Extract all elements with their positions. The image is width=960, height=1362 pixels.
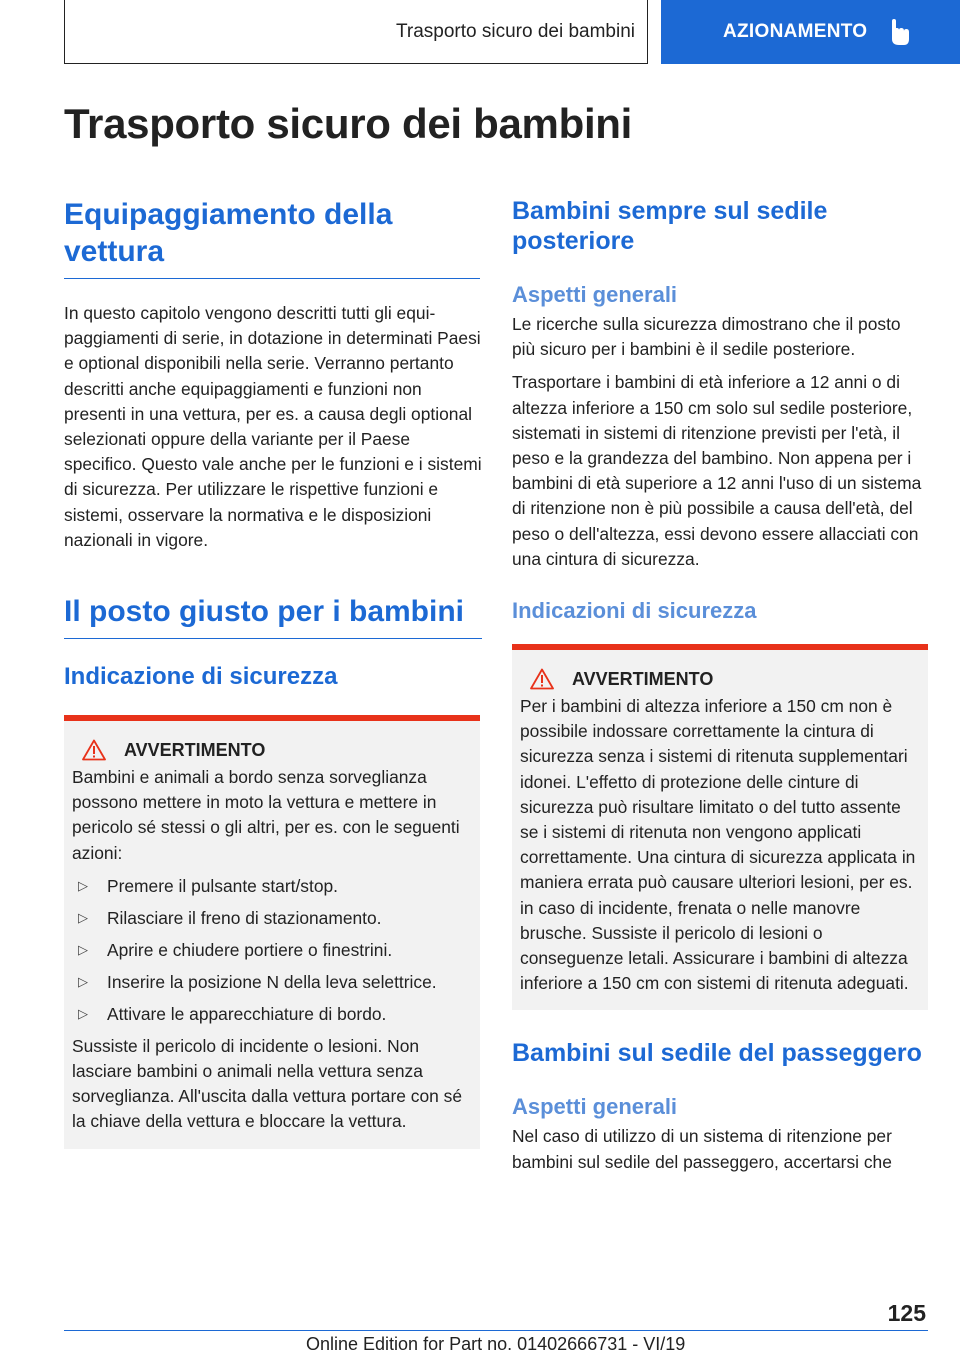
- header-section: [64, 0, 648, 64]
- warning-head: [72, 739, 472, 761]
- warning-title: AVVERTIMENTO: [572, 668, 714, 689]
- header-chapter: [661, 0, 960, 64]
- header-section-title: Trasporto sicuro dei bambini: [395, 20, 635, 42]
- triangle-bullet-icon: ▷: [78, 1005, 88, 1021]
- triangle-bullet-icon: ▷: [78, 909, 88, 925]
- warning-head: [520, 668, 920, 690]
- heading-sedile-posteriore: Bambini sempre sul sedile posteriore: [512, 197, 828, 255]
- triangle-bullet-icon: ▷: [78, 973, 88, 989]
- warning-title: AVVERTIMENTO: [124, 739, 266, 760]
- heading-aspetti-generali-2: Aspetti generali: [512, 1094, 678, 1120]
- warning-box-left: [64, 715, 480, 1149]
- aspetti-text-2: Trasportare i bambini di età inferiore a 12 anni o di altezza inferiore a 150 cm solo sul sedile posteriore, sistemati in sistemi di ritenzione previsti per l'età, il peso e la grandezza del bambino. Non appena per i bambini di età superiore a 12 anni l'uso di un sistema di ritenzione non è più possibile a causa dell'età, del peso o dell'altezza, essi devono essere allacciati con una cintura di sicurezza.: [512, 372, 922, 569]
- heading-sedile-passeggero: Bambini sul sedile del passeggero: [512, 1039, 922, 1068]
- warning-text: Per i bambini di altezza inferiore a 150 cm non è possibile indossare correttamente la cintura di sicurezza senza i sistemi di ritenuta supplementari idonei. L'effetto di protezione delle cinture di sicurezza può risultare limitato o del tutto assente se i sistemi di ritenuta non vengono applicati correttamente. Una cintura di sicurezza applicata in maniera errata può causare ulteriori lesioni, per es. in caso di incidente, frenata o nelle manovre brusche. Sussiste il pericolo di lesioni o conseguenze letali. Assicurare i bambini di altezza inferiore a 150 cm con sistemi di ritenuta adeguati.: [520, 696, 916, 994]
- right-column: [512, 196, 928, 1175]
- warning-triangle-icon: [530, 668, 554, 690]
- list-item: ▷ Premere il pulsante start/stop.: [72, 870, 472, 902]
- aspetti-text-1: Le ricerche sulla sicurezza dimostrano che il posto più sicuro per i bambini è il sedile posteriore.: [512, 314, 901, 360]
- left-column: [64, 196, 482, 1149]
- heading-aspetti-generali: Aspetti generali: [512, 282, 678, 307]
- heading-equipaggiamento: Equipaggiamento della vettura: [64, 196, 480, 279]
- warning-steps: [72, 870, 472, 1030]
- list-item: ▷ Inserire la posizione N della leva selettrice.: [72, 966, 472, 998]
- heading-indicazioni-sicurezza: Indicazioni di sicurezza: [512, 598, 757, 624]
- equipaggiamento-text: In questo capitolo vengono descritti tutti gli equipaggiamenti di serie, in dotazione in determinati Paesi e optional disponibili nella serie. Verranno pertanto descritti anche equipaggiamenti e funzioni non presenti in una vettura, per es. a causa degli optional selezionati oppure della variante per il Paese specifico. Questo vale anche per le funzioni e i sistemi di sicurezza. Per utilizzare le rispettive funzioni e sistemi, osservare la normativa e le disposizioni nazionali in vigore.: [64, 303, 482, 550]
- warning-intro: Bambini e animali a bordo senza sorveglianza possono mettere in moto la vettura e mettere in pericolo sé stessi o gli altri, per es. con le seguenti azioni:: [72, 767, 460, 863]
- hand-pointer-icon: [889, 19, 911, 45]
- triangle-bullet-icon: ▷: [78, 941, 88, 957]
- heading-indicazione-sicurezza: Indicazione di sicurezza: [64, 663, 338, 691]
- heading-posto-giusto: Il posto giusto per i bambini: [64, 593, 482, 639]
- footer-divider: [64, 1330, 928, 1331]
- list-item: ▷ Rilasciare il freno di stazionamento.: [72, 902, 472, 934]
- footer-edition: Online Edition for Part no. 01402666731 - VI/19: [306, 1334, 686, 1354]
- warning-box-right: [512, 644, 928, 1010]
- warning-triangle-icon: [82, 739, 106, 761]
- triangle-bullet-icon: ▷: [78, 877, 88, 893]
- list-item: ▷ Attivare le apparecchiature di bordo.: [72, 998, 472, 1030]
- aspetti2-text: Nel caso di utilizzo di un sistema di ritenzione per bambini sul sedile del passeggero, accertarsi che: [512, 1126, 892, 1172]
- list-item: ▷ Aprire e chiudere portiere o finestrini.: [72, 934, 472, 966]
- page-number: 125: [887, 1300, 926, 1326]
- warning-outro: Sussiste il pericolo di incidente o lesioni. Non lasciare bambini o animali nella vettura senza sorveglianza. All'uscita dalla vettura portare con sé la chiave della vettura e bloccare la vettura.: [72, 1035, 462, 1132]
- page-title: Trasporto sicuro dei bambini: [64, 100, 633, 147]
- header-chapter-title: AZIONAMENTO: [723, 21, 868, 42]
